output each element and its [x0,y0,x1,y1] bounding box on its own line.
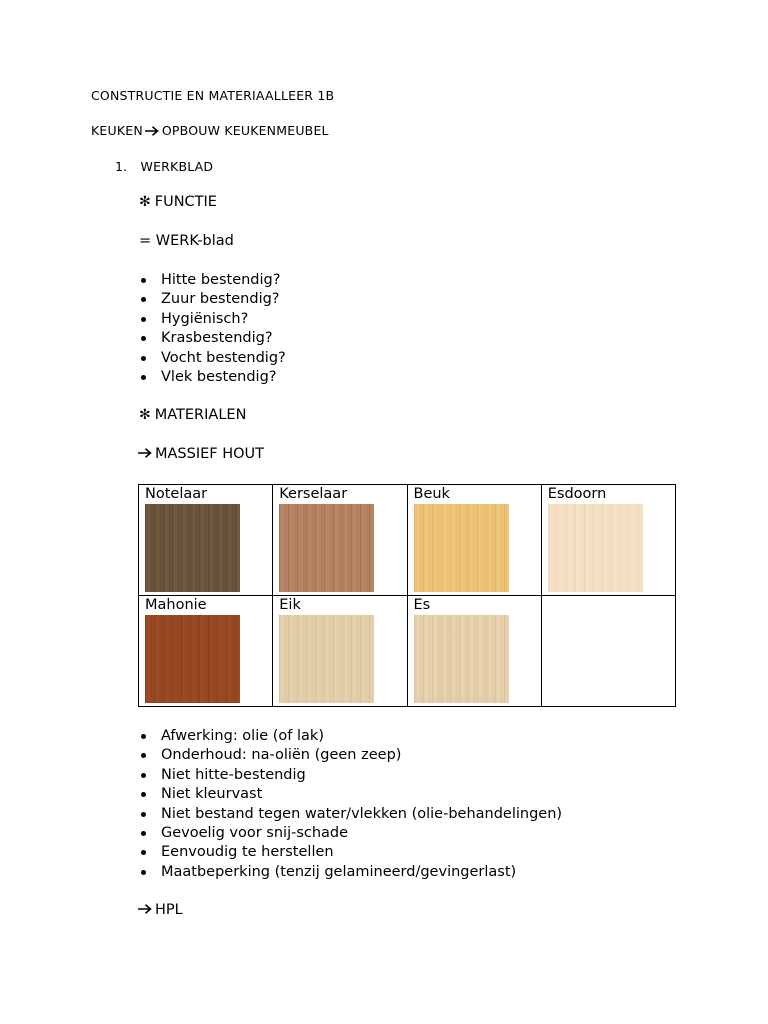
functie-heading [139,194,217,210]
wood-sample-image [414,615,509,703]
list-item: Krasbestendig? [139,329,286,348]
massief-hout-label: MASSIEF HOUT [155,446,265,462]
wood-sample-image [145,615,240,703]
arrow-right-icon [145,126,159,136]
wood-sample-image [414,504,509,592]
section-title: WERKBLAD [140,159,214,174]
arrow-right-icon [138,904,152,914]
wood-cell-esdoorn [541,485,675,596]
bullet-icon [141,375,146,380]
list-item: Onderhoud: na-oliën (geen zeep) [139,746,562,765]
wood-sample-image [279,504,374,592]
hpl-heading [138,902,183,918]
wood-cell-eik [273,596,407,707]
list-item: Vlek bestendig? [139,368,286,387]
bullet-icon [141,734,146,739]
list-item: Eenvoudig te herstellen [139,843,562,862]
asterisk-icon: ✻ [139,194,151,210]
wood-sample-image [548,504,643,592]
materialen-label: MATERIALEN [154,407,247,423]
wood-name: Notelaar [145,486,208,502]
wood-cell-es [407,596,541,707]
section-heading [115,159,213,174]
list-item: Gevoelig voor snij-schade [139,824,562,843]
wood-cell-mahonie [139,596,273,707]
list-item: Niet hitte-bestendig [139,766,562,785]
bullet-icon [141,278,146,283]
wood-sample-image [279,615,374,703]
section-number: 1. [115,159,128,174]
list-item: Hitte bestendig? [139,271,286,290]
table-row [139,485,676,596]
wood-cell-empty [541,596,675,707]
bullet-icon [141,831,146,836]
breadcrumb-to: OPBOUW KEUKENMEUBEL [161,123,329,138]
list-item: Afwerking: olie (of lak) [139,727,562,746]
list-item: Zuur bestendig? [139,290,286,309]
table-row [139,596,676,707]
bullet-icon [141,773,146,778]
functie-questions-list [139,271,286,387]
functie-definition: = WERK-blad [139,233,234,249]
wood-name: Esdoorn [547,486,607,502]
functie-label: FUNCTIE [154,194,217,210]
list-item: Niet kleurvast [139,785,562,804]
breadcrumb-from: KEUKEN [91,123,143,138]
bullet-icon [141,317,146,322]
wood-name: Mahonie [145,597,207,613]
wood-name: Kerselaar [279,486,348,502]
massief-hout-heading [138,446,264,462]
wood-cell-kerselaar [273,485,407,596]
list-item: Vocht bestendig? [139,349,286,368]
wood-types-table [138,484,676,707]
bullet-icon [141,812,146,817]
list-item: Maatbeperking (tenzij gelamineerd/gevingerlast) [139,863,562,882]
wood-cell-notelaar [139,485,273,596]
materialen-heading [139,407,246,423]
list-item: Hygiënisch? [139,310,286,329]
breadcrumb [91,123,329,138]
wood-name: Beuk [413,486,450,502]
asterisk-icon: ✻ [139,407,151,423]
bullet-icon [141,850,146,855]
list-item: Niet bestand tegen water/vlekken (olie-behandelingen) [139,805,562,824]
arrow-right-icon [138,448,152,458]
bullet-icon [141,336,146,341]
bullet-icon [141,297,146,302]
hpl-label: HPL [155,902,183,918]
bullet-icon [141,356,146,361]
bullet-icon [141,870,146,875]
wood-cell-beuk [407,485,541,596]
wood-name: Es [413,597,431,613]
wood-sample-image [145,504,240,592]
wood-name: Eik [279,597,301,613]
bullet-icon [141,792,146,797]
document-title: CONSTRUCTIE EN MATERIAALLEER 1B [91,88,335,103]
bullet-icon [141,753,146,758]
properties-list [139,727,562,882]
